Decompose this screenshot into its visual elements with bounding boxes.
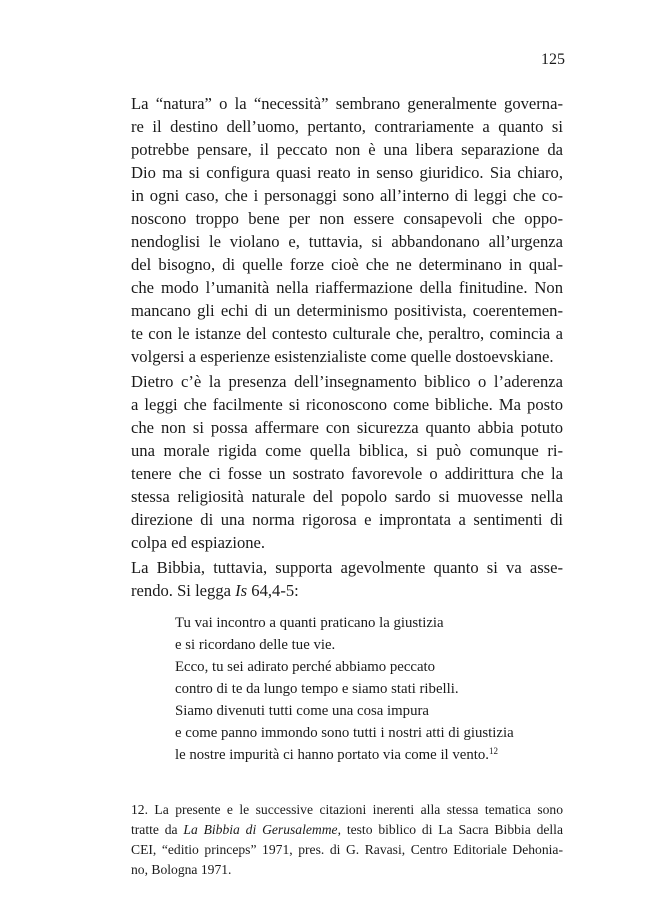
quote-line: e come panno immondo sono tutti i nostri atti di giustizia	[175, 725, 514, 741]
text-line: La Bibbia, tuttavia, supporta agevolmente quanto si va asse-	[131, 558, 563, 577]
text-segment: , testo biblico di La Sacra Bibbia della	[337, 822, 563, 837]
footnote-reference[interactable]: 12	[488, 746, 498, 756]
text-line: potrebbe pensare, il peccato non è una libera separazione da	[131, 140, 563, 159]
book-title: La Bibbia di Gerusalemme	[183, 822, 338, 837]
text-line: che non si possa affermare con sicurezza quanto abbia potuto	[131, 418, 563, 437]
footnote-line: no, Bologna 1971.	[131, 862, 232, 877]
footnote-line	[131, 820, 563, 840]
text-line: La “natura” o la “necessità” sembrano generalmente governa-	[131, 94, 563, 113]
quote-line: contro di te da lungo tempo e siamo stati ribelli.	[175, 681, 459, 697]
text-segment: rendo. Si legga	[131, 581, 236, 600]
text-line: noscono troppo bene per non essere consapevoli che oppo-	[131, 209, 563, 228]
text-line: mancano gli echi di un determinismo positivista, coerentemen-	[131, 301, 563, 320]
footnote-line: 12. La presente e le successive citazioni inerenti alla stessa tematica sono	[131, 802, 563, 817]
text-line: a leggi che facilmente si riconoscono come bibliche. Ma posto	[131, 395, 563, 414]
text-line: una morale rigida come quella biblica, si può comunque ri-	[131, 441, 563, 460]
quote-text: le nostre impurità ci hanno portato via come il vento.	[175, 747, 489, 763]
text-line: del bisogno, di quelle forze cioè che ne determinano in qual-	[131, 255, 563, 274]
text-line: Dietro c’è la presenza dell’insegnamento biblico o l’aderenza	[131, 372, 563, 391]
text-line	[131, 579, 563, 602]
footnote-line: CEI, “editio princeps” 1971, pres. di G. Ravasi, Centro Editoriale Dehonia-	[131, 842, 563, 857]
quote-line: e si ricordano delle tue vie.	[175, 637, 336, 653]
text-line: in ogni caso, che i personaggi sono all’interno di leggi che co-	[131, 186, 563, 205]
quote-line: Ecco, tu sei adirato perché abbiamo peccato	[175, 659, 436, 675]
text-segment: tratte da	[131, 822, 184, 837]
page-number: 125	[541, 51, 565, 68]
text-line: direzione di una norma rigorosa e improntata a sentimenti di	[131, 510, 563, 529]
text-segment: 64,4-5:	[247, 581, 299, 600]
text-line: Dio ma si configura quasi reato in senso giuridico. Sia chiaro,	[131, 163, 563, 182]
text-line: re il destino dell’uomo, pertanto, contrariamente a quanto si	[131, 117, 563, 136]
text-line: te con le istanze del contesto culturale che, peraltro, comincia a	[131, 324, 563, 343]
text-line: colpa ed espiazione.	[131, 533, 266, 552]
quote-line	[175, 744, 555, 766]
text-line: che modo l’umanità nella riaffermazione della finitudine. Non	[131, 278, 563, 297]
quote-line: Siamo divenuti tutti come una cosa impura	[175, 703, 429, 719]
text-line: nendoglisi le violano e, tuttavia, si abbandonano all’urgenza	[131, 232, 563, 251]
text-line: stessa religiosità naturale del popolo sardo si muovesse nella	[131, 487, 563, 506]
text-line: tenere che ci fosse un sostrato favorevole o addirittura che la	[131, 464, 563, 483]
quote-line: Tu vai incontro a quanti praticano la giustizia	[175, 615, 444, 631]
bible-book-reference: Is	[235, 581, 248, 600]
text-line: volgersi a esperienze esistenzialiste come quelle dostoevskiane.	[131, 347, 554, 366]
